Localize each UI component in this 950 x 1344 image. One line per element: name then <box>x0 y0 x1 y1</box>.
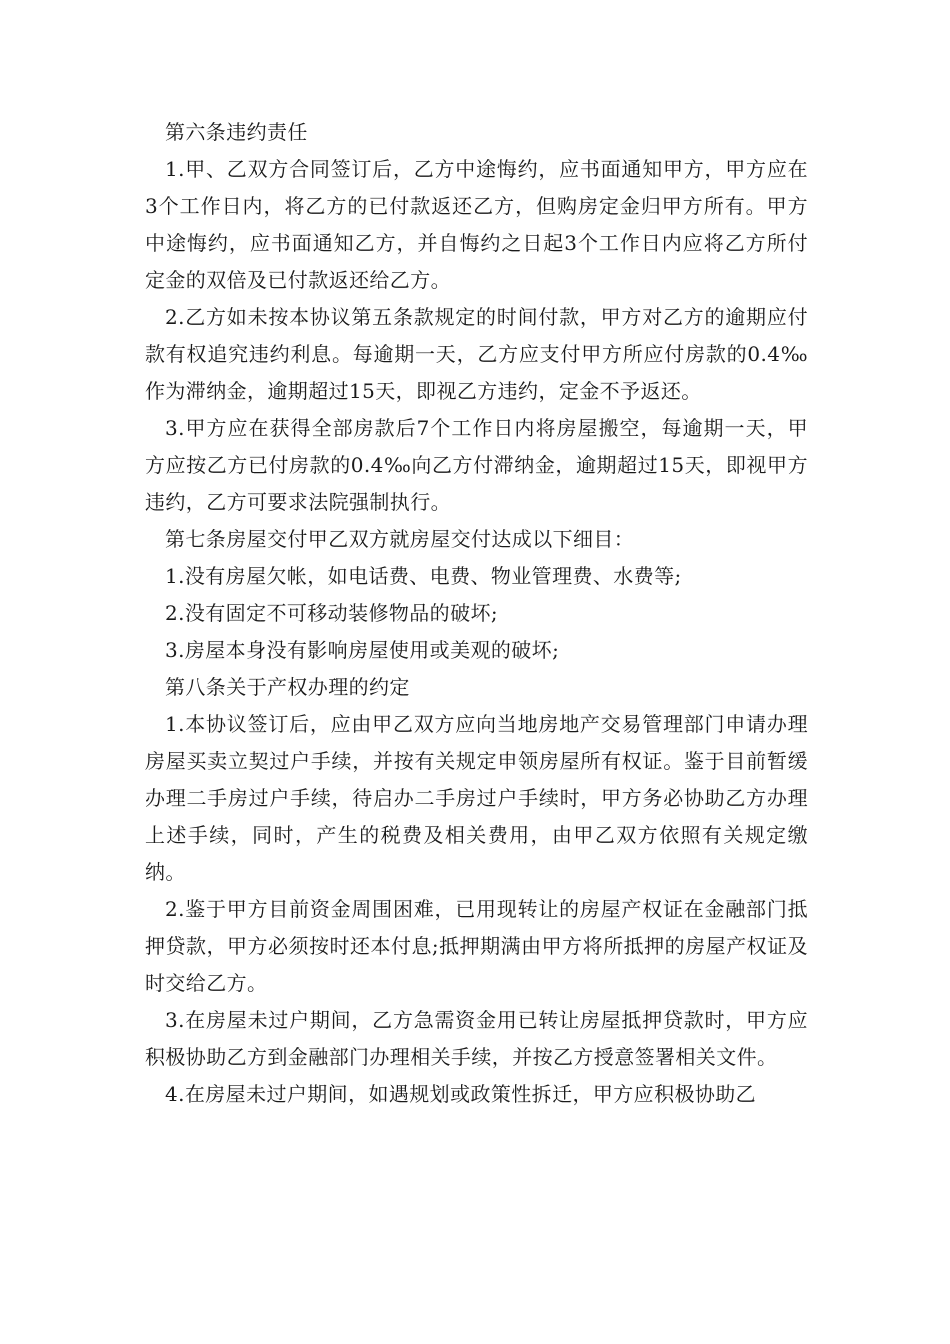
paragraph-article-7-item-3: 3.房屋本身没有影响房屋使用或美观的破坏; <box>165 638 560 662</box>
section-heading-article-6: 第六条违约责任 <box>165 120 308 144</box>
paragraph-article-8-clause-4: 4.在房屋未过户期间，如遇规划或政策性拆迁，甲方应积极协助乙 <box>165 1082 757 1106</box>
section-heading-article-8: 第八条关于产权办理的约定 <box>165 675 410 699</box>
paragraph-article-8-clause-3: 3.在房屋未过户期间，乙方急需资金用已转让房屋抵押贷款时，甲方应积极协助乙方到金融部门办理相关手续，并按乙方授意签署相关文件。 <box>145 1008 808 1069</box>
paragraph-article-6-clause-3: 3.甲方应在获得全部房款后7个工作日内将房屋搬空，每逾期一天，甲方应按乙方已付房款的0.4‰向乙方付滞纳金，逾期超过15天，即视甲方违约，乙方可要求法院强制执行。 <box>145 416 808 514</box>
section-heading-article-7: 第七条房屋交付甲乙双方就房屋交付达成以下细目： <box>165 527 635 551</box>
paragraph-article-8-clause-1: 1.本协议签订后，应由甲乙双方应向当地房地产交易管理部门申请办理房屋买卖立契过户手续，并按有关规定申领房屋所有权证。鉴于目前暂缓办理二手房过户手续，待启办二手房过户手续时，甲方务必协助乙方办理上述手续，同时，产生的税费及相关费用，由甲乙双方依照有关规定缴纳。 <box>145 712 808 884</box>
paragraph-article-6-clause-2: 2.乙方如未按本协议第五条款规定的时间付款，甲方对乙方的逾期应付款有权追究违约利息。每逾期一天，乙方应支付甲方所应付房款的0.4‰作为滞纳金，逾期超过15天，即视乙方违约，定金不予返还。 <box>145 305 808 403</box>
paragraph-article-7-item-2: 2.没有固定不可移动装修物品的破坏; <box>165 601 499 625</box>
document-body <box>145 114 808 1113</box>
paragraph-article-7-item-1: 1.没有房屋欠帐，如电话费、电费、物业管理费、水费等; <box>165 564 682 588</box>
paragraph-article-6-clause-1: 1.甲、乙双方合同签订后，乙方中途悔约，应书面通知甲方，甲方应在3个工作日内，将乙方的已付款返还乙方，但购房定金归甲方所有。甲方中途悔约，应书面通知乙方，并自悔约之日起3个工作日内应将乙方所付定金的双倍及已付款返还给乙方。 <box>145 157 808 292</box>
paragraph-article-8-clause-2: 2.鉴于甲方目前资金周围困难，已用现转让的房屋产权证在金融部门抵押贷款，甲方必须按时还本付息;抵押期满由甲方将所抵押的房屋产权证及时交给乙方。 <box>145 897 808 995</box>
